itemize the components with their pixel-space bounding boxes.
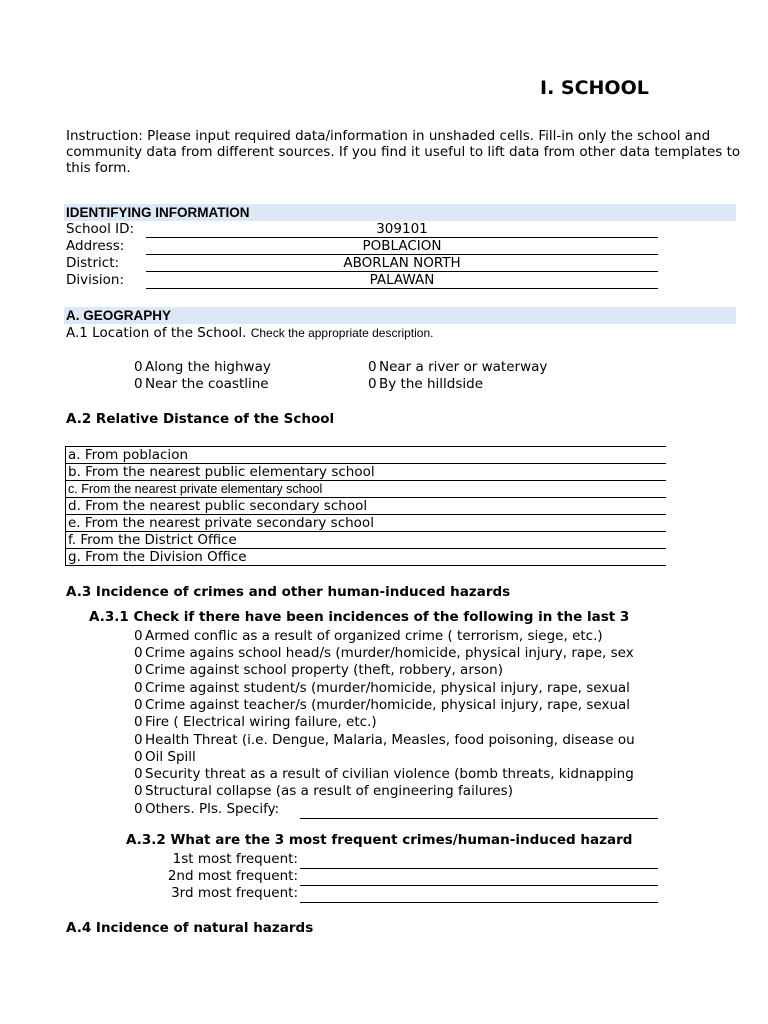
identifying-header-band-ext	[658, 204, 736, 221]
table-row[interactable]: e. From the nearest private secondary school	[66, 515, 666, 532]
item-label: Health Threat (i.e. Dengue, Malaria, Measles, food poisoning, disease ou	[145, 732, 635, 748]
item-label: Security threat as a result of civilian violence (bomb threats, kidnapping	[145, 766, 634, 782]
item-value[interactable]: 0	[134, 628, 143, 644]
location-value[interactable]: 0	[368, 376, 377, 392]
list-item[interactable]	[134, 645, 634, 662]
list-item[interactable]	[134, 680, 630, 697]
item-value[interactable]: 0	[134, 732, 143, 748]
geography-header: A. GEOGRAPHY	[66, 308, 172, 323]
item-label: Crime agains school head/s (murder/homicide, physical injury, rape, sex	[145, 645, 634, 661]
distance-table	[65, 446, 666, 566]
item-label: Oil Spill	[145, 749, 196, 765]
list-item[interactable]	[134, 766, 634, 783]
address-label: Address:	[66, 238, 125, 254]
page-title: I. SCHOOL	[540, 77, 649, 99]
first-frequent-field[interactable]	[300, 868, 658, 869]
location-value[interactable]: 0	[134, 376, 143, 392]
list-item[interactable]	[134, 628, 603, 645]
district-label: District:	[66, 255, 120, 271]
second-frequent-label: 2nd most frequent:	[167, 868, 298, 884]
division-label: Division:	[66, 272, 125, 288]
item-value[interactable]: 0	[134, 801, 143, 817]
item-value[interactable]: 0	[134, 662, 143, 678]
list-item[interactable]	[134, 697, 630, 714]
table-row[interactable]: b. From the nearest public elementary school	[66, 464, 666, 481]
item-label: Others. Pls. Specify:	[145, 801, 280, 817]
location-value[interactable]: 0	[134, 359, 143, 375]
a2-heading: A.2 Relative Distance of the School	[66, 411, 335, 427]
a1-label: A.1 Location of the School.	[66, 325, 247, 341]
geography-header-band-ext	[658, 307, 736, 324]
first-frequent-label: 1st most frequent:	[172, 851, 298, 867]
item-value[interactable]: 0	[134, 714, 143, 730]
location-along-highway[interactable]	[134, 359, 271, 376]
division-field[interactable]: PALAWAN	[146, 272, 658, 289]
table-row[interactable]: c. From the nearest private elementary school	[66, 481, 666, 498]
table-row[interactable]: g. From the Division Office	[66, 549, 666, 566]
instruction-text: Instruction: Please input required data/information in unshaded cells. Fill-in only the school and community data from different sources. If you find it useful to lift data from other data templates to this form.	[66, 128, 741, 176]
location-label: Along the highway	[145, 359, 271, 375]
list-item[interactable]	[134, 732, 635, 749]
a31-heading: A.3.1 Check if there have been incidences of the following in the last 3	[89, 609, 630, 625]
location-near-river[interactable]	[368, 359, 547, 376]
item-value[interactable]: 0	[134, 645, 143, 661]
item-label: Fire ( Electrical wiring failure, etc.)	[145, 714, 377, 730]
item-label: Structural collapse (as a result of engineering failures)	[145, 783, 513, 799]
item-label: Armed conflic as a result of organized crime ( terrorism, siege, etc.)	[145, 628, 603, 644]
district-field[interactable]: ABORLAN NORTH	[146, 255, 658, 272]
address-field[interactable]: POBLACION	[146, 238, 658, 255]
location-label: Near a river or waterway	[379, 359, 548, 375]
item-value[interactable]: 0	[134, 697, 143, 713]
a1-note: Check the appropriate description.	[250, 326, 434, 340]
list-item[interactable]	[134, 783, 513, 800]
others-specify-field[interactable]	[300, 818, 658, 819]
list-item[interactable]	[134, 714, 377, 731]
a4-heading: A.4 Incidence of natural hazards	[66, 920, 314, 936]
table-row[interactable]: d. From the nearest public secondary school	[66, 498, 666, 515]
item-value[interactable]: 0	[134, 680, 143, 696]
location-by-hillside[interactable]	[368, 376, 483, 393]
school-id-label: School ID:	[66, 221, 135, 237]
list-item[interactable]	[134, 801, 279, 818]
table-row[interactable]: a. From poblacion	[66, 447, 666, 464]
third-frequent-label: 3rd most frequent:	[171, 885, 298, 901]
location-value[interactable]: 0	[368, 359, 377, 375]
item-value[interactable]: 0	[134, 783, 143, 799]
item-value[interactable]: 0	[134, 766, 143, 782]
third-frequent-field[interactable]	[300, 902, 658, 903]
item-label: Crime against student/s (murder/homicide, physical injury, rape, sexual	[145, 680, 630, 696]
a32-heading: A.3.2 What are the 3 most frequent crimes/human-induced hazard	[126, 832, 633, 848]
location-near-coastline[interactable]	[134, 376, 269, 393]
location-label: By the hilldside	[379, 376, 484, 392]
identifying-header: IDENTIFYING INFORMATION	[66, 205, 250, 220]
a1-heading	[66, 325, 434, 342]
list-item[interactable]	[134, 749, 196, 766]
item-value[interactable]: 0	[134, 749, 143, 765]
location-label: Near the coastline	[145, 376, 269, 392]
table-row[interactable]: f. From the District Office	[66, 532, 666, 549]
item-label: Crime against teacher/s (murder/homicide, physical injury, rape, sexual	[145, 697, 631, 713]
a3-heading: A.3 Incidence of crimes and other human-induced hazards	[66, 584, 511, 600]
item-label: Crime against school property (theft, robbery, arson)	[145, 662, 504, 678]
list-item[interactable]	[134, 662, 503, 679]
school-id-field[interactable]: 309101	[146, 221, 658, 238]
second-frequent-field[interactable]	[300, 885, 658, 886]
